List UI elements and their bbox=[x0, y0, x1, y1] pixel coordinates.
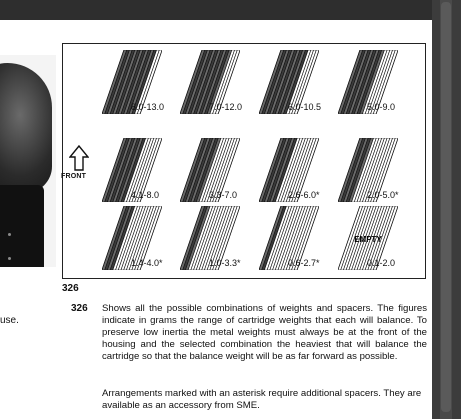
front-arrow-icon bbox=[69, 145, 89, 171]
caption-number: 326 bbox=[71, 303, 88, 314]
weight-range-label: 1.0-3.3* bbox=[209, 258, 241, 268]
weight-range-label: 1.4-4.0* bbox=[131, 258, 163, 268]
figure-number: 326 bbox=[62, 283, 79, 294]
weight-range-label: 4.1-8.0 bbox=[131, 190, 160, 200]
weight-range-label: 3.3-7.0 bbox=[209, 190, 238, 200]
weight-range-label: 2.0-5.0* bbox=[367, 190, 399, 200]
weight-range-label: 0.1-2.0 bbox=[367, 258, 396, 268]
empty-label: EMPTY bbox=[354, 235, 382, 244]
top-toolbar bbox=[0, 0, 461, 20]
weight-range-label: 6.0-10.5 bbox=[288, 102, 322, 112]
scrollbar-thumb[interactable] bbox=[441, 2, 451, 412]
weight-range-label: 0.6-2.7* bbox=[288, 258, 320, 268]
front-label: FRONT bbox=[61, 173, 87, 180]
caption-text: Shows all the possible combinations of weights and spacers. The figures indicate in grams the range of cartridge weights that each will balance. To preserve low inertia the metal weights must always be at the front of the housing and the selected combination the heaviest that will balance the cartridge so that the balance weight will be as far forward as possible. bbox=[102, 303, 427, 362]
hand-photo bbox=[0, 55, 56, 267]
left-text-fragment: use. bbox=[0, 315, 19, 326]
weight-range-label: 7.0-12.0 bbox=[209, 102, 243, 112]
caption-note: Arrangements marked with an asterisk require additional spacers. They are available as an accessory from SME. bbox=[102, 388, 422, 411]
weight-range-label: 2.6-6.0* bbox=[288, 190, 320, 200]
weight-range-label: 5.0-9.0 bbox=[367, 102, 396, 112]
weight-range-label: 8.0-13.0 bbox=[131, 102, 165, 112]
